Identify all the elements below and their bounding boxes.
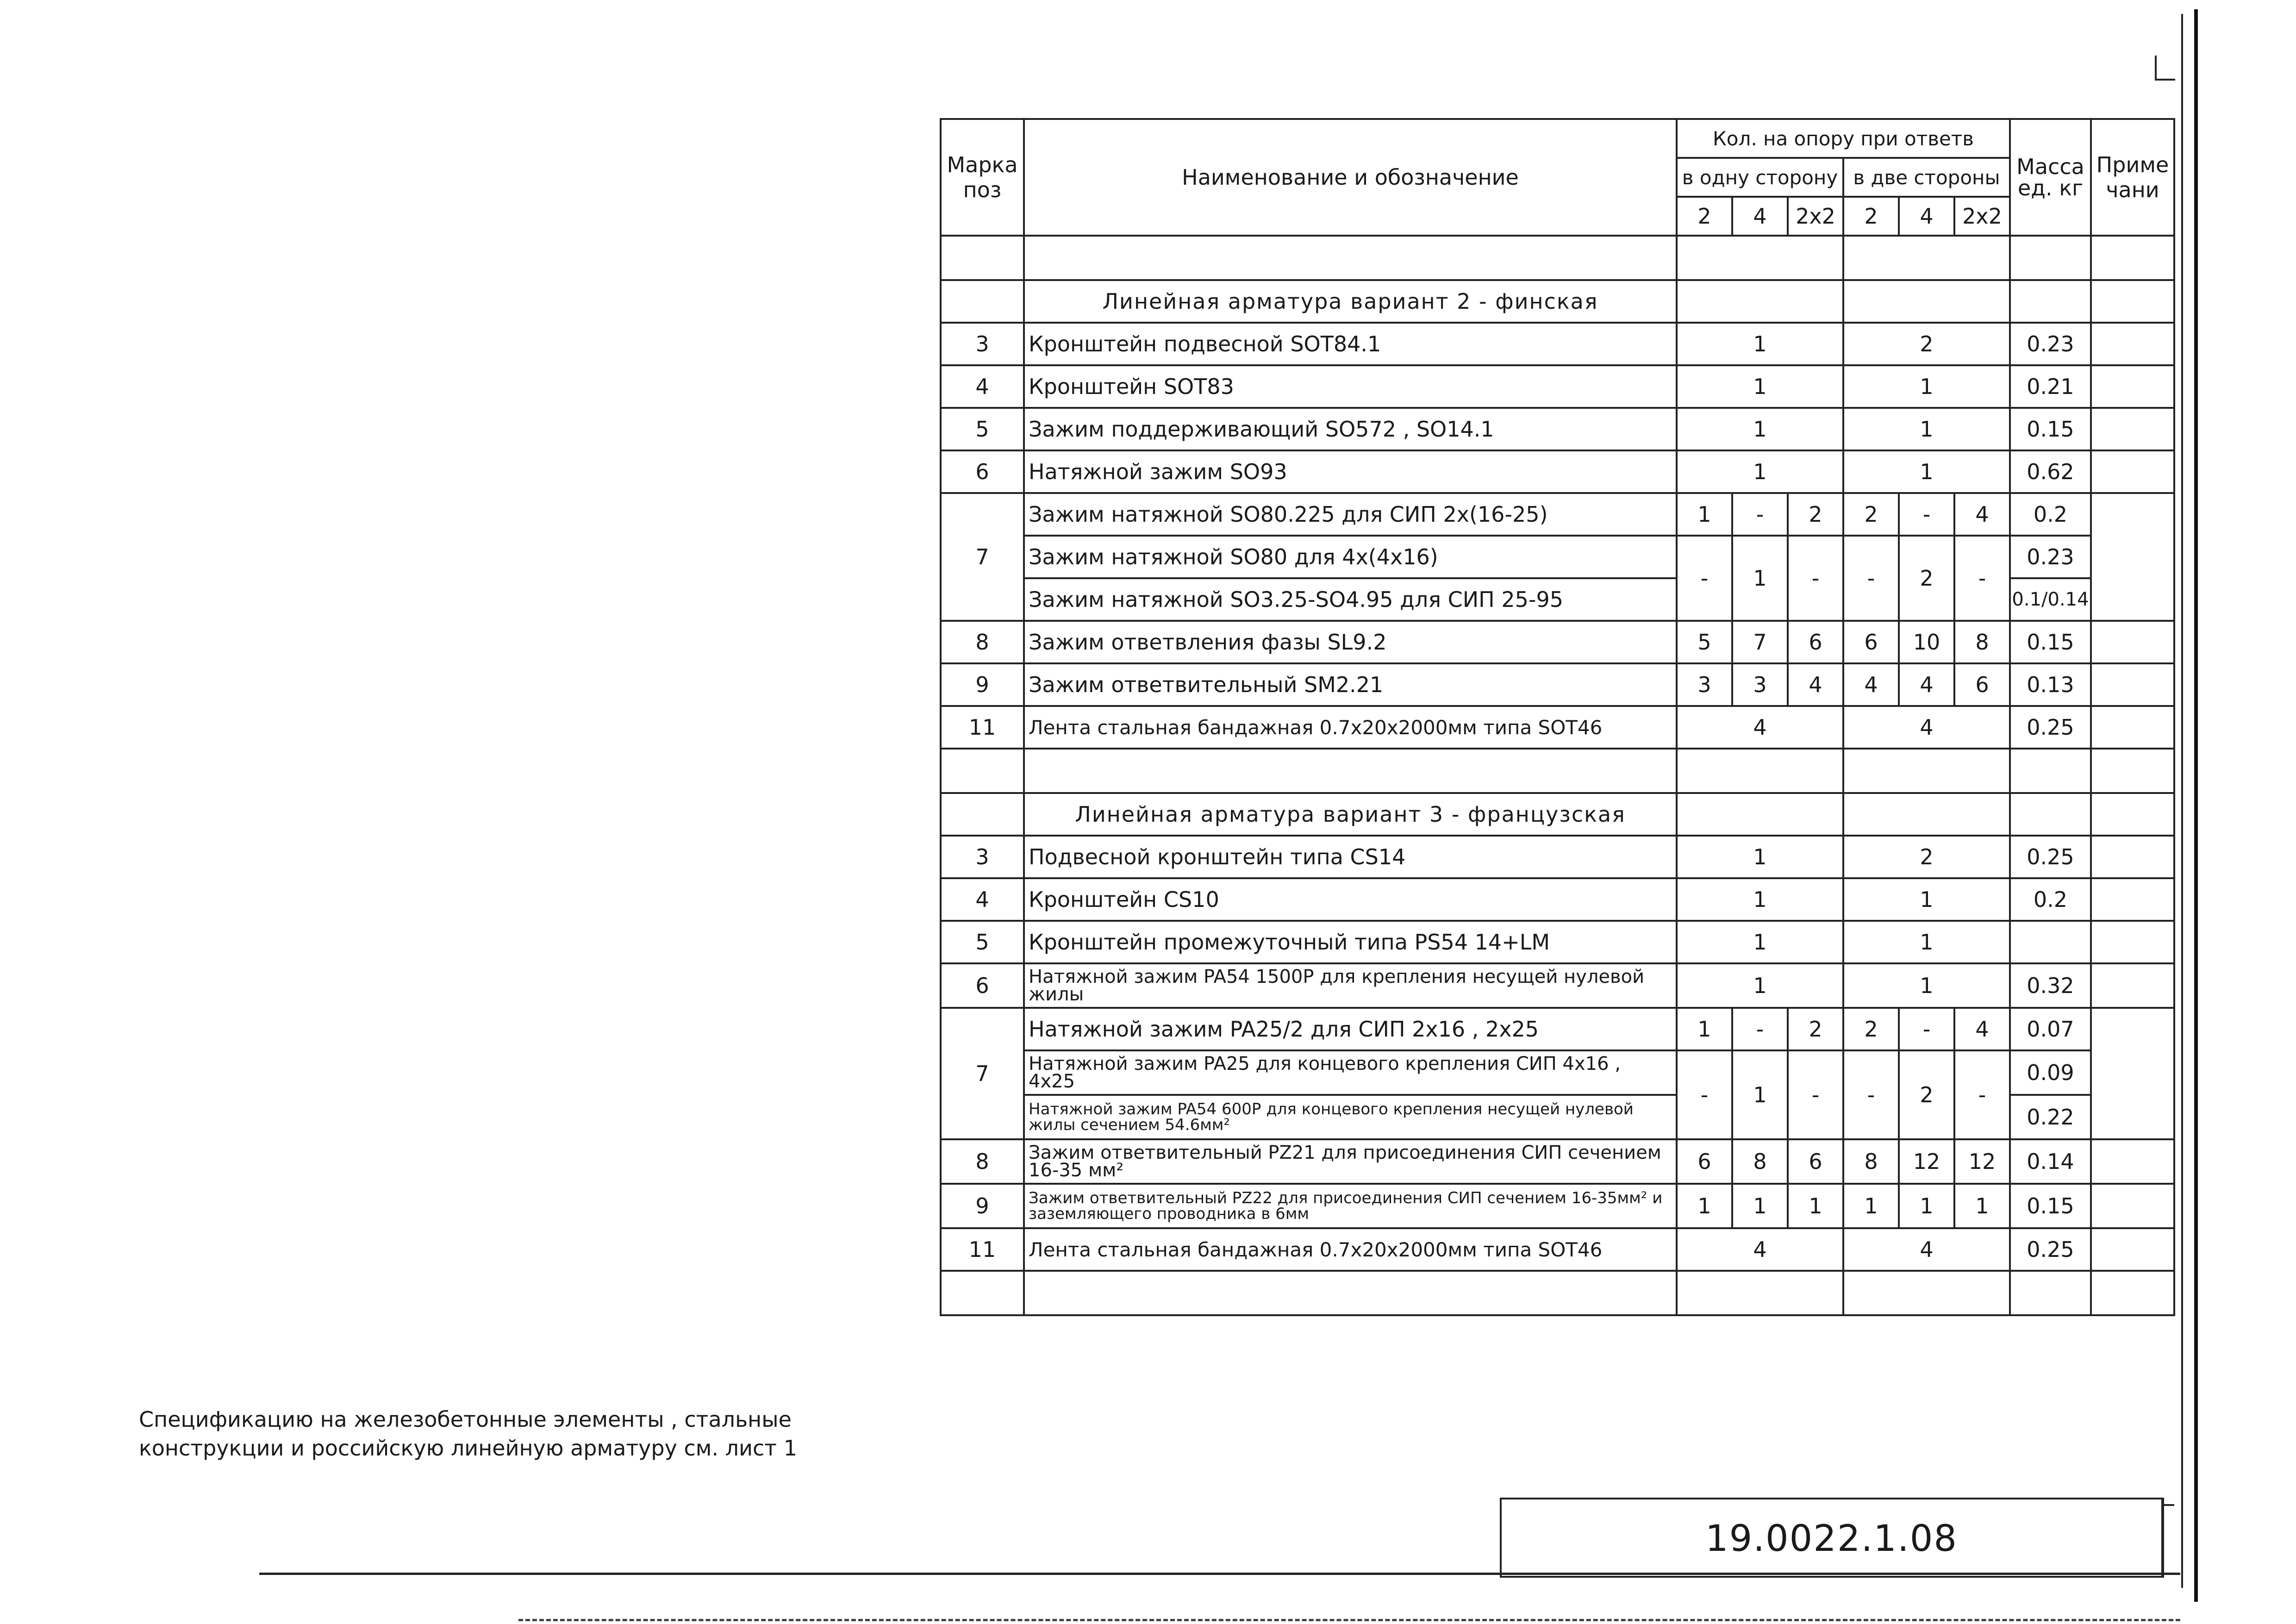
row-qty: 1	[1677, 493, 1732, 536]
row-qty: -	[1788, 1050, 1843, 1139]
row-name: Зажим ответвления фазы SL9.2	[1024, 621, 1677, 663]
row-qty-one-side: 1	[1677, 836, 1843, 878]
row-mass: 0.15	[2010, 408, 2091, 450]
row-qty: -	[1899, 1008, 1954, 1050]
row-qty: 1	[1788, 1184, 1843, 1228]
corner-mark	[2155, 56, 2175, 81]
row-pos: 5	[941, 921, 1024, 963]
header-one-side: в одну сторону	[1677, 158, 1843, 197]
row-qty: 6	[1788, 1139, 1843, 1184]
row-note	[2091, 836, 2174, 878]
row-name: Зажим натяжной SO3.25-SO4.95 для СИП 25-95	[1024, 578, 1677, 621]
row-note	[2091, 450, 2174, 493]
table-row	[941, 408, 2174, 450]
row-qty: 4	[1954, 1008, 2010, 1050]
row-pos: 9	[941, 663, 1024, 706]
row-qty-one-side: 1	[1677, 963, 1843, 1008]
row-qty: 1	[1899, 1184, 1954, 1228]
row-pos: 4	[941, 878, 1024, 921]
row-pos: 8	[941, 1139, 1024, 1184]
row-qty: 1	[1732, 1050, 1788, 1139]
row-qty: -	[1732, 493, 1788, 536]
row-name: Зажим натяжной SO80.225 для СИП 2х(16-25)	[1024, 493, 1677, 536]
header-sub: 2	[1843, 197, 1899, 236]
row-pos: 3	[941, 323, 1024, 365]
header-sub: 2x2	[1954, 197, 2010, 236]
row-name: Подвесной кронштейн типа CS14	[1024, 836, 1677, 878]
table-row	[941, 963, 2174, 1008]
row-qty: -	[1732, 1008, 1788, 1050]
header-mass: Масса ед. кг	[2010, 119, 2091, 236]
table-row	[941, 1050, 2174, 1095]
header-sub: 2	[1677, 197, 1732, 236]
table-row	[941, 536, 2174, 578]
row-note	[2091, 1139, 2174, 1184]
row-qty: 2	[1788, 1008, 1843, 1050]
row-qty: 12	[1954, 1139, 2010, 1184]
row-qty: 8	[1732, 1139, 1788, 1184]
footnote-text: Спецификацию на железобетонные элементы , стальные конструкции и российскую линейную арматуру см. лист 1	[139, 1407, 797, 1461]
row-qty: 3	[1677, 663, 1732, 706]
row-mass: 0.15	[2010, 1184, 2091, 1228]
row-mass: 0.62	[2010, 450, 2091, 493]
row-note	[2091, 493, 2174, 621]
row-qty: 1	[1732, 1184, 1788, 1228]
section-title-row	[941, 793, 2174, 836]
row-name: Натяжной зажим PA25 для концевого крепления СИП 4х16 , 4х25	[1024, 1050, 1677, 1095]
row-qty: 4	[1788, 663, 1843, 706]
row-mass: 0.32	[2010, 963, 2091, 1008]
row-note	[2091, 408, 2174, 450]
row-qty: -	[1954, 536, 2010, 621]
header-two-sides: в две стороны	[1843, 158, 2010, 197]
empty-row	[941, 1271, 2174, 1315]
row-qty: -	[1788, 536, 1843, 621]
row-note	[2091, 323, 2174, 365]
empty-row	[941, 749, 2174, 793]
row-name: Зажим поддерживающий SO572 , SO14.1	[1024, 408, 1677, 450]
row-qty: 6	[1843, 621, 1899, 663]
table-row	[941, 878, 2174, 921]
row-qty: 8	[1843, 1139, 1899, 1184]
row-name: Натяжной зажим PA54 1500P для крепления несущей нулевой жилы	[1024, 963, 1677, 1008]
row-qty: 2	[1899, 536, 1954, 621]
row-qty: 4	[1843, 663, 1899, 706]
row-qty: 1	[1954, 1184, 2010, 1228]
row-name: Кронштейн CS10	[1024, 878, 1677, 921]
frame-line-bottom	[259, 1573, 2180, 1575]
row-qty: 2	[1843, 493, 1899, 536]
title-block	[1500, 1498, 2164, 1578]
row-qty: 6	[1677, 1139, 1732, 1184]
row-qty: 6	[1954, 663, 2010, 706]
row-qty: 1	[1677, 1008, 1732, 1050]
row-qty-two-sides: 2	[1843, 836, 2010, 878]
row-mass: 0.21	[2010, 365, 2091, 408]
row-pos: 11	[941, 1228, 1024, 1271]
row-note	[2091, 921, 2174, 963]
row-name: Зажим ответвительный PZ22 для присоединения СИП сечением 16-35мм² и заземляющего проводника в 6мм	[1024, 1184, 1677, 1228]
row-qty-two-sides: 4	[1843, 706, 2010, 749]
row-name: Лента стальная бандажная 0.7х20х2000мм типа SOT46	[1024, 1228, 1677, 1271]
table-row	[941, 1008, 2174, 1050]
row-qty-two-sides: 1	[1843, 878, 2010, 921]
row-mass: 0.2	[2010, 493, 2091, 536]
row-qty: -	[1954, 1050, 2010, 1139]
row-name: Натяжной зажим SO93	[1024, 450, 1677, 493]
row-qty: 1	[1677, 1184, 1732, 1228]
row-name: Зажим натяжной SO80 для 4х(4х16)	[1024, 536, 1677, 578]
header-name: Наименование и обозначение	[1024, 119, 1677, 236]
row-qty: 2	[1843, 1008, 1899, 1050]
row-pos: 7	[941, 1008, 1024, 1139]
row-mass: 0.25	[2010, 706, 2091, 749]
row-mass: 0.1/0.14	[2010, 578, 2091, 621]
row-qty-one-side: 1	[1677, 323, 1843, 365]
row-mass: 0.07	[2010, 1008, 2091, 1050]
row-name: Лента стальная бандажная 0.7х20х2000мм типа SOT46	[1024, 706, 1677, 749]
section-title-row	[941, 280, 2174, 323]
header-sub: 4	[1732, 197, 1788, 236]
row-mass	[2010, 921, 2091, 963]
row-note	[2091, 878, 2174, 921]
row-qty-two-sides: 1	[1843, 921, 2010, 963]
row-qty: 1	[1732, 536, 1788, 621]
row-qty-two-sides: 1	[1843, 408, 2010, 450]
row-qty: 1	[1843, 1184, 1899, 1228]
row-note	[2091, 1184, 2174, 1228]
section-title: Линейная арматура вариант 3 - французская	[1024, 793, 1677, 836]
row-note	[2091, 1008, 2174, 1139]
table-row	[941, 836, 2174, 878]
document-code: 19.0022.1.08	[1705, 1518, 1958, 1560]
row-note	[2091, 963, 2174, 1008]
frame-line-bottom-dashed	[518, 1619, 2180, 1621]
row-qty: -	[1843, 536, 1899, 621]
table-row	[941, 1184, 2174, 1228]
row-qty: 4	[1899, 663, 1954, 706]
row-qty-one-side: 1	[1677, 408, 1843, 450]
row-qty: 6	[1788, 621, 1843, 663]
row-pos: 4	[941, 365, 1024, 408]
header-sub: 2x2	[1788, 197, 1843, 236]
frame-line-right-outer	[2194, 9, 2198, 1602]
row-name: Кронштейн промежуточный типа PS54 14+LM	[1024, 921, 1677, 963]
header-row-1	[941, 119, 2174, 158]
row-mass: 0.2	[2010, 878, 2091, 921]
row-qty-one-side: 1	[1677, 921, 1843, 963]
row-mass: 0.23	[2010, 323, 2091, 365]
row-qty-one-side: 1	[1677, 365, 1843, 408]
row-note	[2091, 621, 2174, 663]
row-qty-one-side: 4	[1677, 1228, 1843, 1271]
table-row	[941, 621, 2174, 663]
row-name: Натяжной зажим PA25/2 для СИП 2х16 , 2х25	[1024, 1008, 1677, 1050]
row-qty: 2	[1788, 493, 1843, 536]
row-qty: 4	[1954, 493, 2010, 536]
row-mass: 0.14	[2010, 1139, 2091, 1184]
table-row	[941, 323, 2174, 365]
row-qty-one-side: 4	[1677, 706, 1843, 749]
table-row	[941, 365, 2174, 408]
row-name: Натяжной зажим PA54 600P для концевого крепления несущей нулевой жилы сечением 54.6мм²	[1024, 1095, 1677, 1139]
row-qty-one-side: 1	[1677, 878, 1843, 921]
row-qty-two-sides: 1	[1843, 450, 2010, 493]
row-name: Зажим ответвительный PZ21 для присоединения СИП сечением 16-35 мм²	[1024, 1139, 1677, 1184]
row-name: Зажим ответвительный SM2.21	[1024, 663, 1677, 706]
row-qty-one-side: 1	[1677, 450, 1843, 493]
row-pos: 3	[941, 836, 1024, 878]
header-qty-group: Кол. на опору при ответв	[1677, 119, 2010, 158]
table-row	[941, 450, 2174, 493]
row-mass: 0.09	[2010, 1050, 2091, 1095]
row-mass: 0.22	[2010, 1095, 2091, 1139]
table-row	[941, 1139, 2174, 1184]
header-note: Приме чани	[2091, 119, 2174, 236]
header-sub: 4	[1899, 197, 1954, 236]
row-pos: 11	[941, 706, 1024, 749]
row-pos: 8	[941, 621, 1024, 663]
table-row	[941, 1228, 2174, 1271]
row-qty: -	[1677, 536, 1732, 621]
row-note	[2091, 365, 2174, 408]
row-qty-two-sides: 4	[1843, 1228, 2010, 1271]
row-note	[2091, 706, 2174, 749]
table-row	[941, 921, 2174, 963]
table-row	[941, 663, 2174, 706]
row-qty: 8	[1954, 621, 2010, 663]
row-name: Кронштейн SOT83	[1024, 365, 1677, 408]
row-qty: 7	[1732, 621, 1788, 663]
row-note	[2091, 663, 2174, 706]
stamp-tick	[2161, 1504, 2174, 1529]
row-qty: 2	[1899, 1050, 1954, 1139]
frame-line-right-inner	[2181, 14, 2183, 1588]
row-pos: 7	[941, 493, 1024, 621]
row-qty-two-sides: 1	[1843, 963, 2010, 1008]
table-row	[941, 706, 2174, 749]
row-pos: 6	[941, 963, 1024, 1008]
row-qty-two-sides: 1	[1843, 365, 2010, 408]
row-qty: -	[1899, 493, 1954, 536]
row-mass: 0.25	[2010, 836, 2091, 878]
row-mass: 0.23	[2010, 536, 2091, 578]
header-mark: Марка поз	[941, 119, 1024, 236]
row-qty: 3	[1732, 663, 1788, 706]
row-qty: -	[1677, 1050, 1732, 1139]
row-qty: -	[1843, 1050, 1899, 1139]
section-title: Линейная арматура вариант 2 - финская	[1024, 280, 1677, 323]
row-mass: 0.25	[2010, 1228, 2091, 1271]
empty-row	[941, 236, 2174, 280]
row-pos: 6	[941, 450, 1024, 493]
row-name: Кронштейн подвесной SOT84.1	[1024, 323, 1677, 365]
row-note	[2091, 1228, 2174, 1271]
row-qty: 10	[1899, 621, 1954, 663]
row-qty: 5	[1677, 621, 1732, 663]
row-mass: 0.15	[2010, 621, 2091, 663]
row-qty: 12	[1899, 1139, 1954, 1184]
row-pos: 9	[941, 1184, 1024, 1228]
table-row	[941, 493, 2174, 536]
specification-table	[940, 118, 2175, 1316]
row-mass: 0.13	[2010, 663, 2091, 706]
row-pos: 5	[941, 408, 1024, 450]
row-qty-two-sides: 2	[1843, 323, 2010, 365]
